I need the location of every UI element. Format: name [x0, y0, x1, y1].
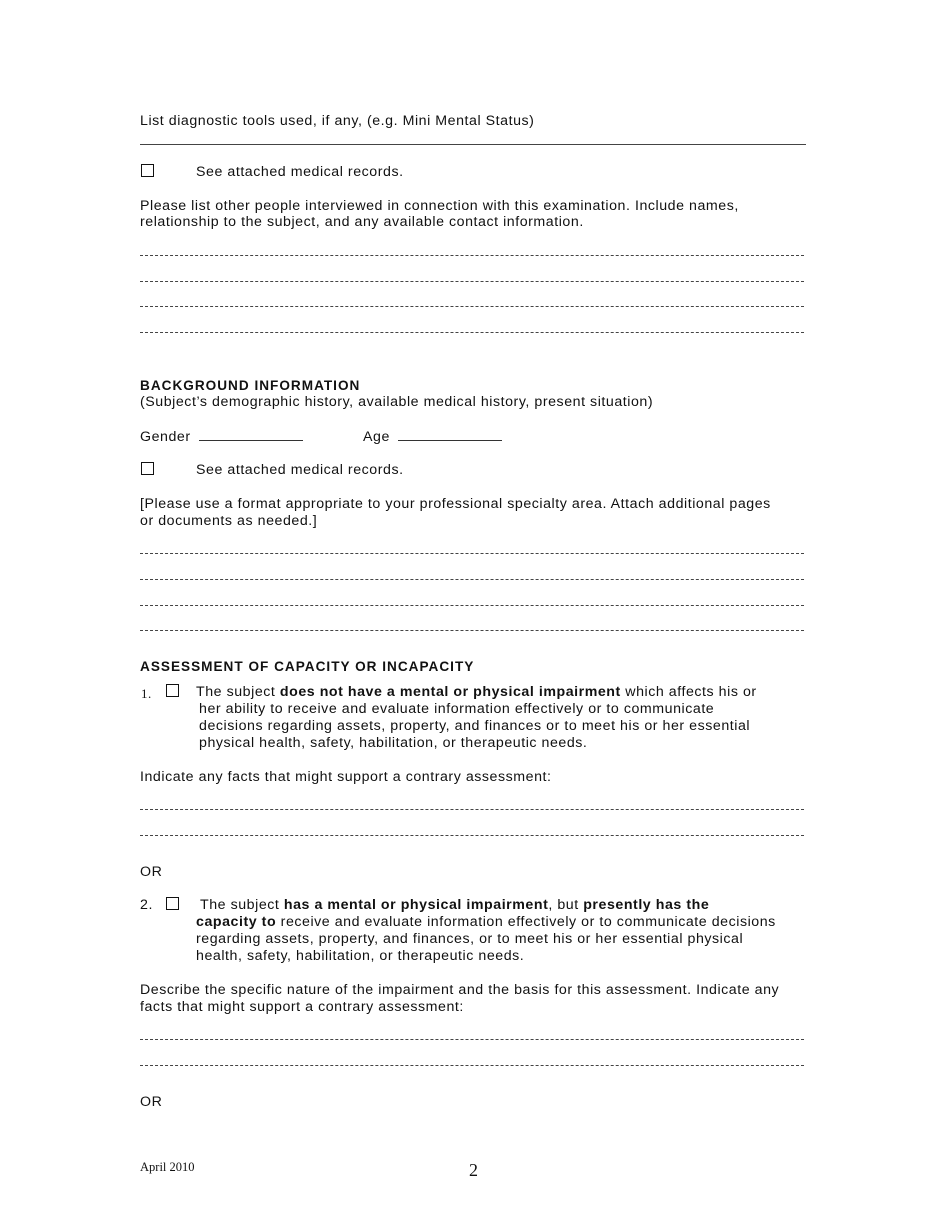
answer-line[interactable] — [140, 835, 804, 836]
answer-line[interactable] — [140, 553, 804, 554]
answer-line[interactable] — [140, 1065, 804, 1066]
attached-records-checkbox[interactable] — [141, 164, 154, 177]
age-input[interactable] — [398, 428, 502, 441]
answer-line[interactable] — [140, 579, 804, 580]
page-number: 2 — [469, 1160, 478, 1180]
item-number: 1. — [141, 686, 152, 701]
answer-line[interactable] — [140, 255, 804, 256]
item2-text: , but — [548, 897, 584, 913]
impairment-with-capacity-checkbox[interactable] — [166, 897, 179, 910]
item1-text: which affects his or — [620, 684, 757, 700]
item1-line: decisions regarding assets, property, and finances or to meet his or her essential — [199, 718, 751, 734]
item1-line: her ability to receive and evaluate information effectively or to communicate — [199, 701, 715, 717]
describe-prompt: facts that might support a contrary assessment: — [140, 999, 464, 1015]
item2-line: regarding assets, property, and finances, or to meet his or her essential physical — [196, 931, 744, 947]
section-heading: ASSESSMENT OF CAPACITY OR INCAPACITY — [140, 659, 475, 674]
item2-text: The subject — [200, 897, 284, 913]
item2-text: receive and evaluate information effectively or to communicate decisions — [276, 914, 776, 930]
answer-line[interactable] — [140, 630, 804, 631]
item2-line — [200, 897, 709, 914]
answer-line[interactable] — [140, 281, 804, 282]
footer-date: April 2010 — [140, 1160, 195, 1174]
answer-line[interactable] — [140, 306, 804, 307]
instructions: [Please use a format appropriate to your professional specialty area. Attach additional pages — [140, 496, 771, 512]
checkbox-label: See attached medical records. — [196, 164, 404, 180]
contrary-prompt: Indicate any facts that might support a contrary assessment: — [140, 769, 552, 785]
answer-line[interactable] — [140, 605, 804, 606]
gender-field — [140, 428, 303, 446]
answer-line[interactable] — [140, 1039, 804, 1040]
or-separator: OR — [140, 864, 163, 880]
interviewed-prompt: Please list other people interviewed in connection with this examination. Include names, — [140, 198, 739, 214]
diagnostic-tools-prompt: List diagnostic tools used, if any, (e.g. Mini Mental Status) — [140, 113, 535, 129]
item1-bold-text: does not have a mental or physical impairment — [279, 684, 621, 700]
no-impairment-checkbox[interactable] — [166, 684, 179, 697]
item1-line — [196, 684, 757, 701]
item2-bold-text: has a mental or physical impairment — [283, 897, 549, 913]
answer-line[interactable] — [140, 332, 804, 333]
section-subheading: (Subject’s demographic history, available medical history, present situation) — [140, 394, 654, 410]
section-heading: BACKGROUND INFORMATION — [140, 378, 361, 393]
item2-line: health, safety, habilitation, or therapeutic needs. — [196, 948, 525, 964]
gender-input[interactable] — [199, 428, 303, 441]
checkbox-label: See attached medical records. — [196, 462, 404, 478]
answer-line[interactable] — [140, 144, 806, 145]
item-number: 2. — [140, 897, 153, 913]
interviewed-prompt: relationship to the subject, and any available contact information. — [140, 214, 584, 230]
age-label: Age — [363, 429, 390, 445]
item2-bold-text: presently has the — [583, 897, 710, 913]
or-separator: OR — [140, 1094, 163, 1110]
attached-records-checkbox[interactable] — [141, 462, 154, 475]
item2-bold-text: capacity to — [196, 914, 277, 930]
instructions: or documents as needed.] — [140, 513, 318, 529]
item1-line: physical health, safety, habilitation, or therapeutic needs. — [199, 735, 588, 751]
item1-text: The subject — [196, 684, 280, 700]
describe-prompt: Describe the specific nature of the impairment and the basis for this assessment. Indicate any — [140, 982, 780, 998]
answer-line[interactable] — [140, 809, 804, 810]
item2-line — [196, 914, 776, 931]
gender-label: Gender — [140, 429, 191, 445]
age-field — [363, 428, 502, 446]
